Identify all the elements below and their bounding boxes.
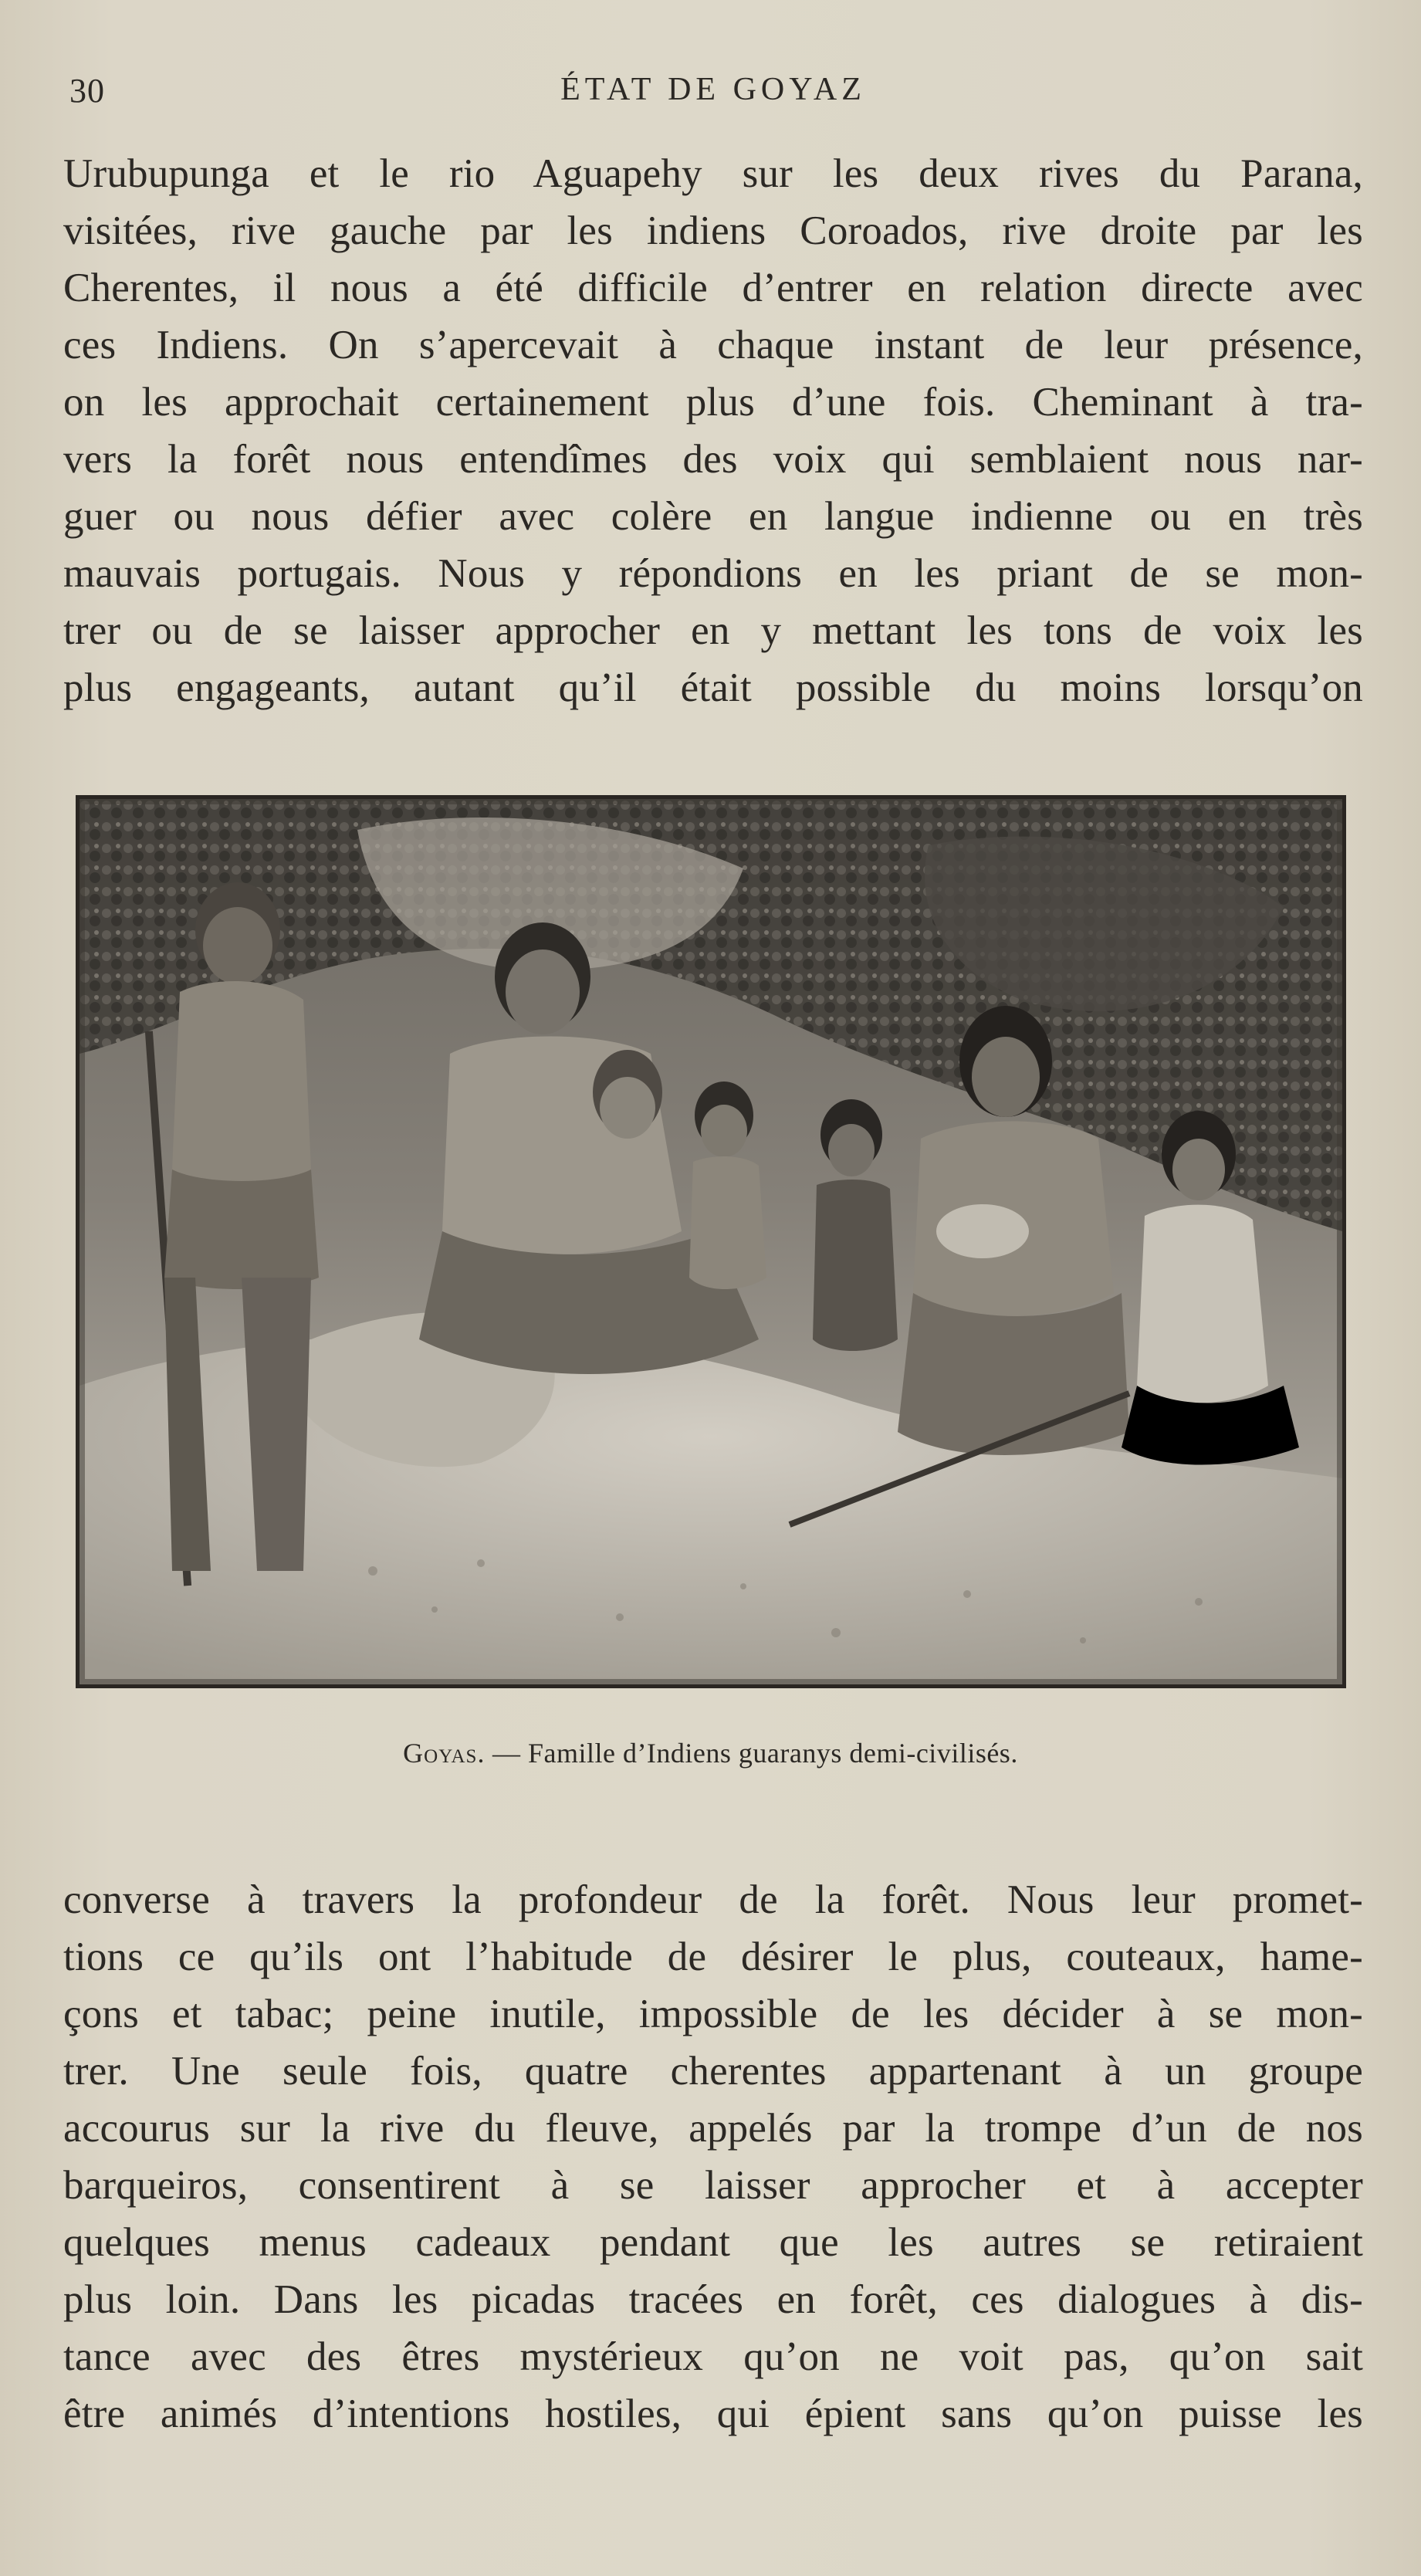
body-text-bottom	[63, 1871, 1363, 2442]
text-line: Urubupunga et le rio Aguapehy sur les deux rives du Parana,	[63, 151, 1363, 196]
text-line: plus loin. Dans les picadas tracées en forêt, ces dialogues à dis-	[63, 2277, 1363, 2322]
text-line: mauvais portugais. Nous y répondions en les priant de se mon-	[63, 551, 1363, 596]
text-line: çons et tabac; peine inutile, impossible de les décider à se mon-	[63, 1992, 1363, 2036]
text-line: converse à travers la profondeur de la forêt. Nous leur promet-	[63, 1877, 1363, 1922]
text-line: visitées, rive gauche par les indiens Coroados, rive droite par les	[63, 208, 1363, 253]
text-line: trer ou de se laisser approcher en y mettant les tons de voix les	[63, 608, 1363, 653]
body-text-top	[63, 145, 1363, 716]
text-line: tance avec des êtres mystérieux qu’on ne voit pas, qu’on sait	[63, 2334, 1363, 2379]
text-line: trer. Une seule fois, quatre cherentes appartenant à un groupe	[63, 2049, 1363, 2094]
text-line: ces Indiens. On s’apercevait à chaque instant de leur présence,	[63, 323, 1363, 367]
caption-text: — Famille d’Indiens guaranys demi-civilisés.	[485, 1738, 1018, 1769]
text-line: accourus sur la rive du fleuve, appelés par la trompe d’un de nos	[63, 2106, 1363, 2151]
text-line: on les approchait certainement plus d’une fois. Cheminant à tra-	[63, 380, 1363, 425]
photograph-figure	[76, 795, 1346, 1688]
page-number: 30	[69, 72, 105, 110]
text-line: Cherentes, il nous a été difficile d’entrer en relation directe avec	[63, 266, 1363, 310]
text-line: plus engageants, autant qu’il était possible du moins lorsqu’on	[63, 665, 1363, 710]
text-line: quelques menus cadeaux pendant que les autres se retiraient	[63, 2220, 1363, 2265]
text-line: être animés d’intentions hostiles, qui épient sans qu’on puisse les	[63, 2392, 1363, 2436]
text-line: barqueiros, consentirent à se laisser approcher et à accepter	[63, 2163, 1363, 2208]
text-line: guer ou nous défier avec colère en langue indienne ou en très	[63, 494, 1363, 539]
text-line: vers la forêt nous entendîmes des voix qui semblaient nous nar-	[63, 437, 1363, 482]
text-line: tions ce qu’ils ont l’habitude de désirer le plus, couteaux, hame-	[63, 1935, 1363, 1979]
running-title: ÉTAT DE GOYAZ	[560, 72, 866, 107]
page-header	[65, 71, 1362, 117]
figure-caption	[0, 1737, 1421, 1769]
photograph-illustration	[80, 799, 1342, 1684]
caption-place: Goyas.	[403, 1738, 486, 1769]
